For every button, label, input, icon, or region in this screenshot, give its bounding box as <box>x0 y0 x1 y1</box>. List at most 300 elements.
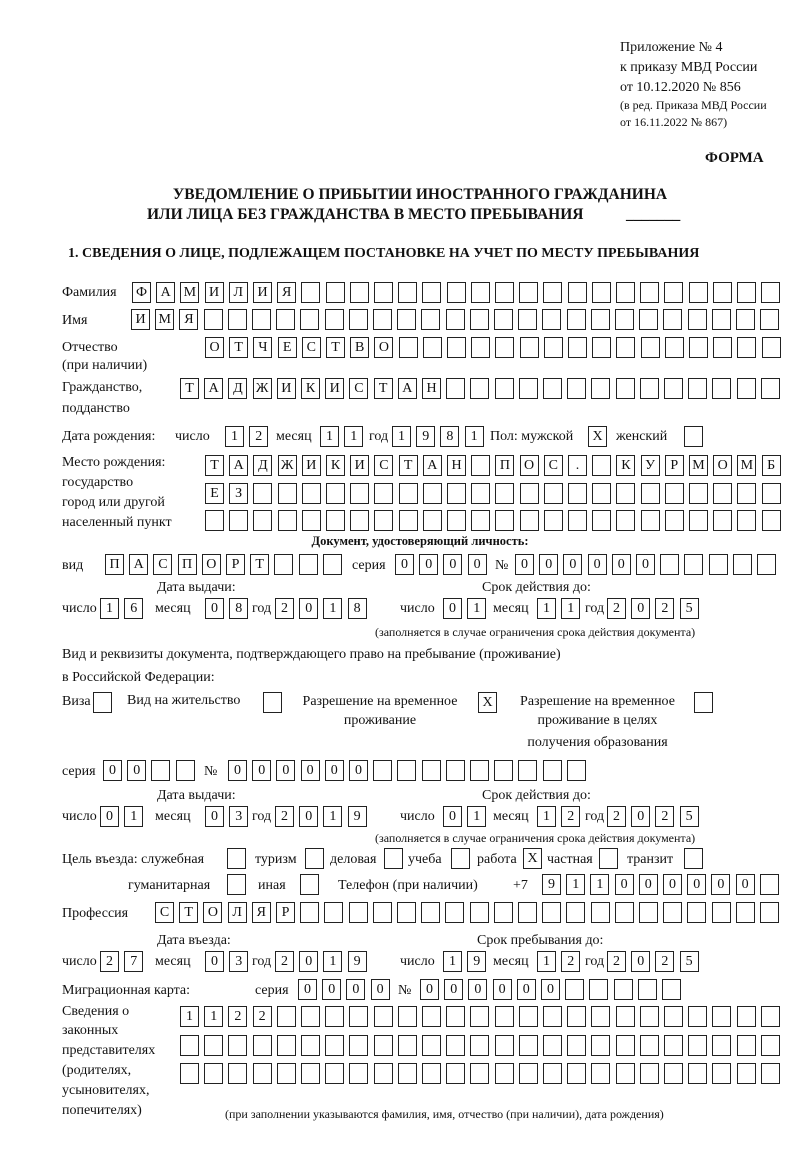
char-cell[interactable] <box>373 309 392 330</box>
char-cell[interactable] <box>761 1035 780 1056</box>
char-cell[interactable]: И <box>302 455 321 476</box>
char-cell[interactable] <box>349 309 368 330</box>
char-cell[interactable] <box>616 510 635 531</box>
char-cell[interactable] <box>451 848 470 869</box>
char-cell[interactable]: 0 <box>349 760 368 781</box>
char-cell[interactable]: 1 <box>344 426 363 447</box>
char-cell[interactable]: З <box>229 483 248 504</box>
char-cell[interactable]: М <box>180 282 199 303</box>
char-cell[interactable] <box>519 1063 538 1084</box>
char-cell[interactable]: 0 <box>493 979 512 1000</box>
char-cell[interactable] <box>664 1035 683 1056</box>
char-cell[interactable]: 0 <box>541 979 560 1000</box>
char-cell[interactable] <box>204 309 223 330</box>
char-cell[interactable] <box>542 309 561 330</box>
char-cell[interactable]: О <box>203 902 222 923</box>
char-cell[interactable] <box>495 483 514 504</box>
char-cell[interactable] <box>374 510 393 531</box>
char-cell[interactable] <box>253 1035 272 1056</box>
char-cell[interactable]: 0 <box>563 554 582 575</box>
char-cell[interactable] <box>591 309 610 330</box>
char-cell[interactable]: 8 <box>229 598 248 619</box>
char-cell[interactable] <box>447 282 466 303</box>
char-cell[interactable]: 1 <box>180 1006 199 1027</box>
char-cell[interactable]: 0 <box>468 979 487 1000</box>
char-cell[interactable] <box>445 902 464 923</box>
char-cell[interactable] <box>326 282 345 303</box>
char-cell[interactable]: С <box>155 902 174 923</box>
char-cell[interactable] <box>446 1063 465 1084</box>
char-cell[interactable] <box>446 1035 465 1056</box>
char-cell[interactable]: П <box>178 554 197 575</box>
char-cell[interactable] <box>520 337 539 358</box>
char-cell[interactable]: X <box>588 426 607 447</box>
char-cell[interactable]: 1 <box>566 874 585 895</box>
char-cell[interactable]: Т <box>229 337 248 358</box>
char-cell[interactable] <box>470 309 489 330</box>
char-cell[interactable]: 2 <box>655 806 674 827</box>
char-cell[interactable] <box>446 760 465 781</box>
char-cell[interactable] <box>684 848 703 869</box>
char-cell[interactable]: 0 <box>663 874 682 895</box>
char-cell[interactable] <box>599 848 618 869</box>
char-cell[interactable] <box>374 483 393 504</box>
char-cell[interactable]: Р <box>276 902 295 923</box>
char-cell[interactable] <box>663 902 682 923</box>
char-cell[interactable]: 2 <box>275 806 294 827</box>
char-cell[interactable]: 2 <box>607 598 626 619</box>
char-cell[interactable]: К <box>616 455 635 476</box>
char-cell[interactable] <box>229 510 248 531</box>
char-cell[interactable]: И <box>131 309 150 330</box>
char-cell[interactable] <box>520 510 539 531</box>
char-cell[interactable] <box>180 1063 199 1084</box>
char-cell[interactable]: 2 <box>655 951 674 972</box>
char-cell[interactable] <box>470 1063 489 1084</box>
char-cell[interactable] <box>762 483 781 504</box>
char-cell[interactable]: 0 <box>228 760 247 781</box>
char-cell[interactable]: 1 <box>467 806 486 827</box>
char-cell[interactable] <box>665 337 684 358</box>
char-cell[interactable]: 1 <box>124 806 143 827</box>
char-cell[interactable]: 9 <box>467 951 486 972</box>
char-cell[interactable] <box>567 309 586 330</box>
char-cell[interactable]: С <box>544 455 563 476</box>
char-cell[interactable] <box>446 378 465 399</box>
char-cell[interactable] <box>495 1006 514 1027</box>
char-cell[interactable] <box>688 378 707 399</box>
char-cell[interactable]: М <box>155 309 174 330</box>
char-cell[interactable] <box>568 337 587 358</box>
char-cell[interactable]: 0 <box>736 874 755 895</box>
char-cell[interactable]: Я <box>277 282 296 303</box>
char-cell[interactable] <box>684 426 703 447</box>
char-cell[interactable] <box>762 510 781 531</box>
char-cell[interactable]: 0 <box>517 979 536 1000</box>
char-cell[interactable] <box>566 902 585 923</box>
char-cell[interactable] <box>176 760 195 781</box>
char-cell[interactable]: А <box>398 378 417 399</box>
char-cell[interactable] <box>471 483 490 504</box>
char-cell[interactable]: 9 <box>542 874 561 895</box>
char-cell[interactable] <box>664 282 683 303</box>
char-cell[interactable] <box>252 309 271 330</box>
char-cell[interactable] <box>373 902 392 923</box>
char-cell[interactable]: В <box>350 337 369 358</box>
char-cell[interactable]: X <box>478 692 497 713</box>
char-cell[interactable] <box>374 282 393 303</box>
char-cell[interactable] <box>398 282 417 303</box>
char-cell[interactable] <box>350 510 369 531</box>
char-cell[interactable]: 0 <box>205 951 224 972</box>
char-cell[interactable] <box>640 1063 659 1084</box>
char-cell[interactable]: У <box>641 455 660 476</box>
char-cell[interactable] <box>324 902 343 923</box>
char-cell[interactable]: 1 <box>323 951 342 972</box>
char-cell[interactable]: О <box>202 554 221 575</box>
char-cell[interactable] <box>350 483 369 504</box>
char-cell[interactable]: Я <box>252 902 271 923</box>
char-cell[interactable]: А <box>156 282 175 303</box>
char-cell[interactable] <box>713 510 732 531</box>
char-cell[interactable] <box>567 1063 586 1084</box>
char-cell[interactable] <box>374 1035 393 1056</box>
char-cell[interactable] <box>180 1035 199 1056</box>
char-cell[interactable] <box>422 282 441 303</box>
char-cell[interactable] <box>422 1006 441 1027</box>
char-cell[interactable] <box>519 282 538 303</box>
char-cell[interactable]: П <box>495 455 514 476</box>
char-cell[interactable]: Р <box>665 455 684 476</box>
char-cell[interactable] <box>398 1035 417 1056</box>
char-cell[interactable] <box>422 1035 441 1056</box>
char-cell[interactable] <box>712 902 731 923</box>
char-cell[interactable]: 0 <box>539 554 558 575</box>
char-cell[interactable] <box>301 282 320 303</box>
char-cell[interactable] <box>384 848 403 869</box>
char-cell[interactable]: Н <box>447 455 466 476</box>
char-cell[interactable] <box>471 282 490 303</box>
char-cell[interactable]: 0 <box>639 874 658 895</box>
char-cell[interactable]: Р <box>226 554 245 575</box>
char-cell[interactable] <box>93 692 112 713</box>
char-cell[interactable]: 0 <box>252 760 271 781</box>
char-cell[interactable]: 0 <box>100 806 119 827</box>
char-cell[interactable] <box>737 1006 756 1027</box>
char-cell[interactable]: А <box>229 455 248 476</box>
char-cell[interactable] <box>689 483 708 504</box>
char-cell[interactable]: 0 <box>299 806 318 827</box>
char-cell[interactable] <box>688 1063 707 1084</box>
char-cell[interactable]: . <box>568 455 587 476</box>
char-cell[interactable]: 0 <box>612 554 631 575</box>
char-cell[interactable] <box>471 455 490 476</box>
char-cell[interactable]: 1 <box>443 951 462 972</box>
char-cell[interactable] <box>399 337 418 358</box>
char-cell[interactable] <box>253 483 272 504</box>
char-cell[interactable] <box>568 483 587 504</box>
char-cell[interactable] <box>422 760 441 781</box>
char-cell[interactable] <box>278 483 297 504</box>
char-cell[interactable] <box>544 337 563 358</box>
char-cell[interactable] <box>544 483 563 504</box>
char-cell[interactable]: 1 <box>467 598 486 619</box>
char-cell[interactable]: 9 <box>348 951 367 972</box>
char-cell[interactable] <box>543 282 562 303</box>
char-cell[interactable]: А <box>129 554 148 575</box>
char-cell[interactable] <box>567 1035 586 1056</box>
char-cell[interactable]: 3 <box>229 806 248 827</box>
char-cell[interactable]: 0 <box>395 554 414 575</box>
char-cell[interactable]: 0 <box>298 979 317 1000</box>
char-cell[interactable] <box>519 1006 538 1027</box>
char-cell[interactable] <box>761 378 780 399</box>
char-cell[interactable]: 2 <box>561 806 580 827</box>
char-cell[interactable] <box>277 1035 296 1056</box>
char-cell[interactable] <box>639 902 658 923</box>
char-cell[interactable] <box>712 378 731 399</box>
char-cell[interactable] <box>325 1035 344 1056</box>
char-cell[interactable]: 0 <box>631 598 650 619</box>
char-cell[interactable] <box>399 483 418 504</box>
char-cell[interactable] <box>495 510 514 531</box>
char-cell[interactable]: 1 <box>204 1006 223 1027</box>
char-cell[interactable] <box>543 378 562 399</box>
char-cell[interactable] <box>640 1035 659 1056</box>
char-cell[interactable] <box>615 902 634 923</box>
char-cell[interactable]: 1 <box>323 598 342 619</box>
char-cell[interactable] <box>712 1006 731 1027</box>
char-cell[interactable]: Т <box>374 378 393 399</box>
char-cell[interactable] <box>660 554 679 575</box>
char-cell[interactable]: Б <box>762 455 781 476</box>
char-cell[interactable]: 0 <box>631 951 650 972</box>
char-cell[interactable] <box>762 337 781 358</box>
char-cell[interactable]: О <box>713 455 732 476</box>
char-cell[interactable] <box>253 510 272 531</box>
char-cell[interactable] <box>736 309 755 330</box>
char-cell[interactable] <box>495 1063 514 1084</box>
char-cell[interactable]: 0 <box>346 979 365 1000</box>
char-cell[interactable] <box>592 483 611 504</box>
char-cell[interactable]: Т <box>179 902 198 923</box>
char-cell[interactable] <box>737 1063 756 1084</box>
char-cell[interactable] <box>471 337 490 358</box>
char-cell[interactable] <box>694 692 713 713</box>
char-cell[interactable]: 0 <box>419 554 438 575</box>
char-cell[interactable] <box>300 874 319 895</box>
char-cell[interactable]: 1 <box>537 598 556 619</box>
char-cell[interactable] <box>325 1063 344 1084</box>
char-cell[interactable]: И <box>205 282 224 303</box>
char-cell[interactable] <box>567 378 586 399</box>
char-cell[interactable] <box>664 378 683 399</box>
char-cell[interactable] <box>494 760 513 781</box>
char-cell[interactable] <box>688 309 707 330</box>
char-cell[interactable] <box>712 309 731 330</box>
char-cell[interactable] <box>641 510 660 531</box>
char-cell[interactable] <box>640 378 659 399</box>
char-cell[interactable]: 0 <box>301 760 320 781</box>
char-cell[interactable]: 9 <box>348 806 367 827</box>
char-cell[interactable] <box>471 510 490 531</box>
char-cell[interactable] <box>494 902 513 923</box>
char-cell[interactable] <box>709 554 728 575</box>
char-cell[interactable]: 0 <box>103 760 122 781</box>
char-cell[interactable] <box>591 902 610 923</box>
char-cell[interactable] <box>684 554 703 575</box>
char-cell[interactable]: 0 <box>127 760 146 781</box>
char-cell[interactable]: 0 <box>468 554 487 575</box>
char-cell[interactable]: Т <box>205 455 224 476</box>
char-cell[interactable]: 0 <box>444 979 463 1000</box>
char-cell[interactable]: 0 <box>205 598 224 619</box>
char-cell[interactable]: 5 <box>680 806 699 827</box>
char-cell[interactable] <box>568 282 587 303</box>
char-cell[interactable] <box>737 282 756 303</box>
char-cell[interactable] <box>228 1035 247 1056</box>
char-cell[interactable] <box>591 1035 610 1056</box>
char-cell[interactable] <box>520 483 539 504</box>
char-cell[interactable]: А <box>423 455 442 476</box>
char-cell[interactable] <box>276 309 295 330</box>
char-cell[interactable] <box>713 337 732 358</box>
char-cell[interactable]: С <box>349 378 368 399</box>
char-cell[interactable] <box>567 1006 586 1027</box>
char-cell[interactable]: 0 <box>205 806 224 827</box>
char-cell[interactable] <box>688 1035 707 1056</box>
char-cell[interactable] <box>638 979 657 1000</box>
char-cell[interactable] <box>227 848 246 869</box>
char-cell[interactable]: 8 <box>440 426 459 447</box>
char-cell[interactable] <box>543 760 562 781</box>
char-cell[interactable] <box>205 510 224 531</box>
char-cell[interactable] <box>151 760 170 781</box>
char-cell[interactable] <box>733 554 752 575</box>
char-cell[interactable] <box>568 510 587 531</box>
char-cell[interactable] <box>495 1035 514 1056</box>
char-cell[interactable]: Д <box>228 378 247 399</box>
char-cell[interactable] <box>760 902 779 923</box>
char-cell[interactable] <box>713 483 732 504</box>
char-cell[interactable] <box>495 282 514 303</box>
char-cell[interactable] <box>470 1006 489 1027</box>
char-cell[interactable] <box>736 902 755 923</box>
char-cell[interactable] <box>662 979 681 1000</box>
char-cell[interactable]: Д <box>253 455 272 476</box>
char-cell[interactable] <box>665 483 684 504</box>
char-cell[interactable] <box>446 309 465 330</box>
char-cell[interactable] <box>591 1063 610 1084</box>
char-cell[interactable]: 0 <box>687 874 706 895</box>
char-cell[interactable]: Ф <box>132 282 151 303</box>
char-cell[interactable] <box>616 378 635 399</box>
char-cell[interactable]: 1 <box>323 806 342 827</box>
char-cell[interactable]: 0 <box>325 760 344 781</box>
char-cell[interactable] <box>399 510 418 531</box>
char-cell[interactable] <box>689 510 708 531</box>
char-cell[interactable]: Л <box>228 902 247 923</box>
char-cell[interactable] <box>301 1006 320 1027</box>
char-cell[interactable] <box>689 282 708 303</box>
char-cell[interactable] <box>495 337 514 358</box>
char-cell[interactable]: 2 <box>228 1006 247 1027</box>
char-cell[interactable] <box>589 979 608 1000</box>
char-cell[interactable] <box>300 309 319 330</box>
char-cell[interactable] <box>639 309 658 330</box>
char-cell[interactable]: М <box>737 455 756 476</box>
char-cell[interactable]: 6 <box>124 598 143 619</box>
char-cell[interactable] <box>398 1063 417 1084</box>
char-cell[interactable] <box>447 510 466 531</box>
char-cell[interactable] <box>663 309 682 330</box>
char-cell[interactable] <box>757 554 776 575</box>
char-cell[interactable] <box>374 1063 393 1084</box>
char-cell[interactable] <box>543 1035 562 1056</box>
char-cell[interactable] <box>421 902 440 923</box>
char-cell[interactable] <box>421 309 440 330</box>
char-cell[interactable] <box>713 282 732 303</box>
char-cell[interactable]: 1 <box>537 951 556 972</box>
char-cell[interactable] <box>228 1063 247 1084</box>
char-cell[interactable]: 0 <box>443 806 462 827</box>
char-cell[interactable] <box>760 309 779 330</box>
char-cell[interactable]: 0 <box>443 554 462 575</box>
char-cell[interactable]: А <box>204 378 223 399</box>
char-cell[interactable]: 0 <box>299 951 318 972</box>
char-cell[interactable]: 1 <box>561 598 580 619</box>
char-cell[interactable] <box>592 455 611 476</box>
char-cell[interactable] <box>325 1006 344 1027</box>
char-cell[interactable]: С <box>302 337 321 358</box>
char-cell[interactable] <box>299 554 318 575</box>
char-cell[interactable] <box>543 1063 562 1084</box>
char-cell[interactable] <box>228 309 247 330</box>
char-cell[interactable] <box>688 1006 707 1027</box>
char-cell[interactable]: 1 <box>537 806 556 827</box>
char-cell[interactable] <box>640 282 659 303</box>
char-cell[interactable] <box>664 1006 683 1027</box>
char-cell[interactable]: 0 <box>588 554 607 575</box>
char-cell[interactable] <box>565 979 584 1000</box>
char-cell[interactable]: С <box>153 554 172 575</box>
char-cell[interactable]: 0 <box>636 554 655 575</box>
char-cell[interactable] <box>326 510 345 531</box>
char-cell[interactable] <box>615 309 634 330</box>
char-cell[interactable]: 2 <box>249 426 268 447</box>
char-cell[interactable] <box>640 1006 659 1027</box>
char-cell[interactable] <box>616 1063 635 1084</box>
char-cell[interactable] <box>423 483 442 504</box>
char-cell[interactable]: 1 <box>590 874 609 895</box>
char-cell[interactable] <box>253 1063 272 1084</box>
char-cell[interactable] <box>277 1006 296 1027</box>
char-cell[interactable]: 2 <box>275 598 294 619</box>
char-cell[interactable] <box>616 282 635 303</box>
char-cell[interactable] <box>204 1035 223 1056</box>
char-cell[interactable] <box>470 1035 489 1056</box>
char-cell[interactable] <box>737 337 756 358</box>
char-cell[interactable] <box>470 760 489 781</box>
char-cell[interactable]: Н <box>422 378 441 399</box>
char-cell[interactable] <box>349 902 368 923</box>
char-cell[interactable]: Е <box>278 337 297 358</box>
char-cell[interactable] <box>761 282 780 303</box>
char-cell[interactable] <box>519 378 538 399</box>
char-cell[interactable]: Ж <box>253 378 272 399</box>
char-cell[interactable]: 1 <box>225 426 244 447</box>
char-cell[interactable]: Ж <box>278 455 297 476</box>
